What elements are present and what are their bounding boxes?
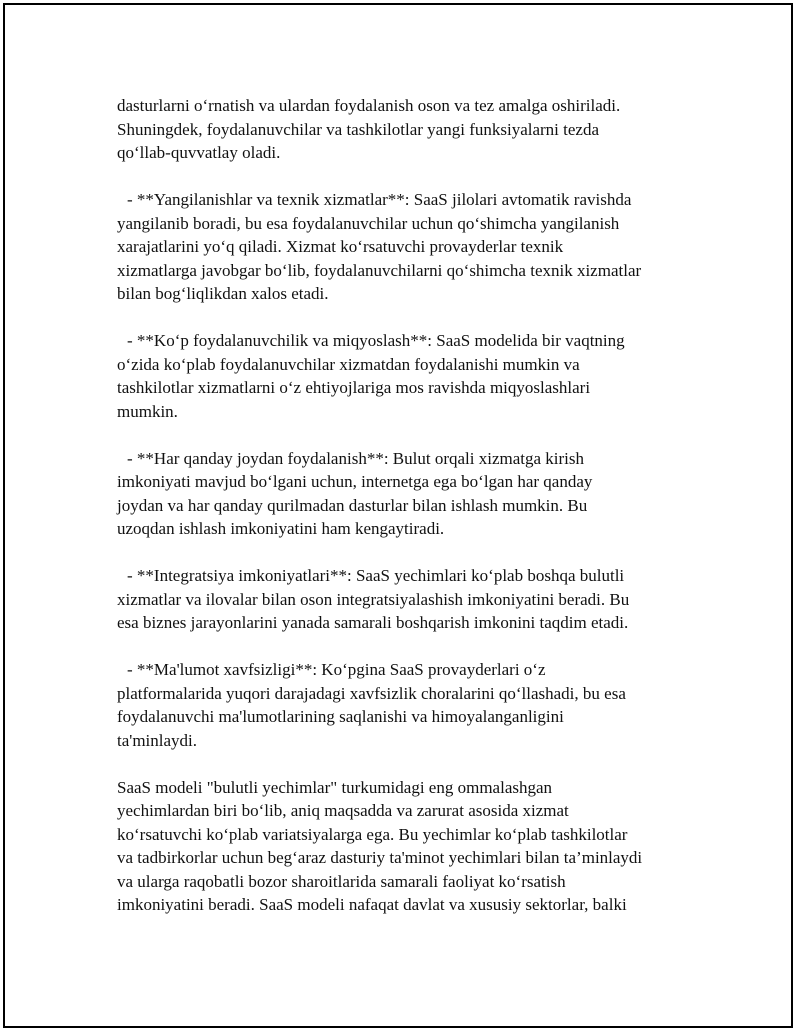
text-line: qo‘llab-quvvatlay oladi.: [117, 143, 281, 162]
bullet-data-security: [117, 658, 697, 752]
text-line: joydan va har qanday qurilmadan dasturlar bilan ishlash mumkin. Bu: [117, 495, 588, 515]
text-line: va tadbirkorlar uchun beg‘araz dasturiy ta'minot yechimlari bilan ta’minlaydi: [117, 848, 643, 867]
text-line: - **Yangilanishlar va texnik xizmatlar**: SaaS jilolari avtomatik ravishda: [127, 190, 632, 209]
text-line: uzoqdan ishlash imkoniyatini ham kengaytiradi.: [117, 519, 445, 538]
text-line: o‘zida ko‘plab foydalanuvchilar xizmatdan foydalanishi mumkin va: [117, 354, 580, 374]
text-line: - **Ma'lumot xavfsizligi**: Ko‘pgina SaaS provayderlari o‘z: [127, 660, 546, 679]
text-line: platformalarida yuqori darajadagi xavfsizlik choralarini qo‘llashadi, bu esa: [117, 683, 626, 703]
text-line: - **Ko‘p foydalanuvchilik va miqyoslash**: SaaS modelida bir vaqtning: [127, 331, 625, 350]
text-line: esa biznes jarayonlarini yanada samarali boshqarish imkonini taqdim etadi.: [117, 613, 629, 632]
bullet-access-anywhere: [117, 447, 697, 541]
text-line: dasturlarni o‘rnatish va ulardan foydalanish oson va tez amalga oshiriladi.: [117, 96, 621, 115]
text-line: ta'minlaydi.: [117, 730, 198, 750]
text-line: imkoniyatini beradi. SaaS modeli nafaqat davlat va xususiy sektorlar, balki: [117, 895, 627, 914]
text-line: xarajatlarini yo‘q qiladi. Xizmat ko‘rsatuvchi provayderlar texnik: [117, 237, 564, 256]
text-line: - **Integratsiya imkoniyatlari**: SaaS yechimlari ko‘plab boshqa bulutli: [127, 566, 625, 585]
document-body: [117, 94, 697, 940]
text-line: va ularga raqobatli bozor sharoitlarida samarali faoliyat ko‘rsatish: [117, 871, 566, 891]
text-line: foydalanuvchi ma'lumotlarining saqlanishi va himoyalanganligini: [117, 707, 564, 726]
text-line: bilan bog‘liqlikdan xalos etadi.: [117, 284, 329, 303]
text-line: mumkin.: [117, 401, 178, 421]
text-line: Shuningdek, foydalanuvchilar va tashkilotlar yangi funksiyalarni tezda: [117, 119, 600, 139]
text-line: tashkilotlar xizmatlarni o‘z ehtiyojlariga mos ravishda miqyoslashlari: [117, 378, 591, 397]
text-line: SaaS modeli "bulutli yechimlar" turkumidagi eng ommalashgan: [117, 777, 553, 797]
text-line: - **Har qanday joydan foydalanish**: Bulut orqali xizmatga kirish: [127, 448, 585, 468]
bullet-updates-maintenance: [117, 188, 697, 306]
text-line: ko‘rsatuvchi ko‘plab variatsiyalarga ega. Bu yechimlar ko‘plab tashkilotlar: [117, 824, 628, 844]
text-line: imkoniyati mavjud bo‘lgani uchun, internetga ega bo‘lgan har qanday: [117, 472, 593, 491]
bullet-integration: [117, 564, 697, 635]
text-line: xizmatlar va ilovalar bilan oson integratsiyalashish imkoniyatini beradi. Bu: [117, 589, 630, 609]
paragraph-intro-continuation: [117, 94, 697, 165]
text-line: xizmatlarga javobgar bo‘lib, foydalanuvchilarni qo‘shimcha texnik xizmatlar: [117, 260, 642, 280]
paragraph-conclusion: [117, 776, 697, 917]
text-line: yangilanib boradi, bu esa foydalanuvchilar uchun qo‘shimcha yangilanish: [117, 213, 620, 233]
text-line: yechimlardan biri bo‘lib, aniq maqsadda va zarurat asosida xizmat: [117, 801, 569, 820]
bullet-multi-user-scaling: [117, 329, 697, 423]
